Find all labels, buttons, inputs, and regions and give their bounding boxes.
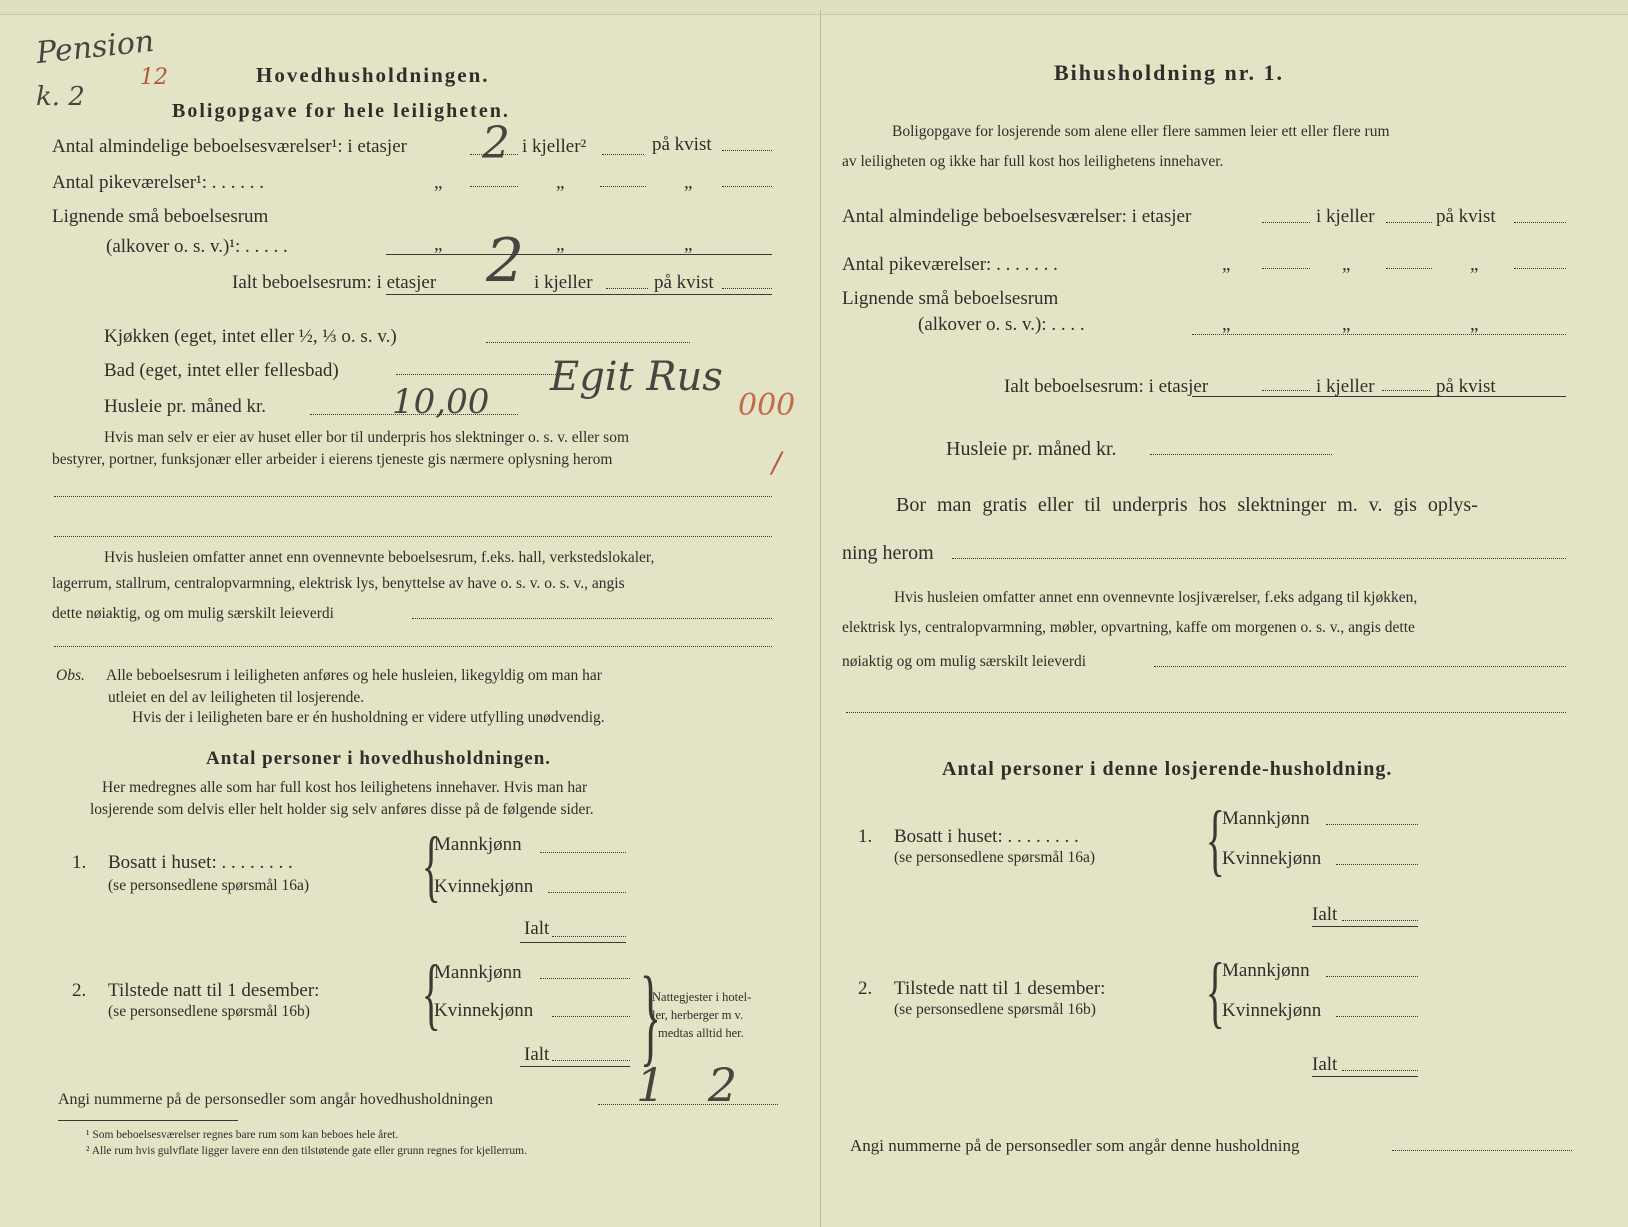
left-etasjer-line [470, 154, 518, 155]
left-obs-label: Obs. [56, 667, 85, 684]
left-total-rooms-label: Ialt beboelsesrum: i etasjer [232, 272, 437, 293]
right-maid-line-1 [1262, 268, 1310, 269]
left-owner-note-1: Hvis man selv er eier av huset eller bor til underpris hos slektninger o. s. v. eller som [104, 429, 630, 446]
handwritten-rent-extra: 000 [738, 388, 796, 423]
right-q2-brace: { [1205, 948, 1225, 1036]
right-q1-total-line [1342, 920, 1418, 921]
left-small-rooms-line [386, 254, 772, 255]
left-q1-male-label: Mannkjønn [434, 834, 522, 855]
left-q2-sub: (se personsedlene spørsmål 16b) [108, 1003, 310, 1020]
right-rooms-kjeller: i kjeller [1316, 206, 1375, 227]
left-footnote-2: ² Alle rum hvis gulvflate ligger lavere enn den tilstøtende gate eller grunn regnes for kjellerrum. [86, 1145, 527, 1157]
left-kvist-line [722, 150, 772, 151]
left-q2-female-label: Kvinnekjønn [434, 1000, 534, 1021]
right-q1-label: Bosatt i huset: . . . . . . . . [894, 826, 1079, 847]
right-intro-2: av leiligheten og ikke har full kost hos leilighetens innehaver. [842, 153, 1224, 170]
right-kvist-line [1514, 222, 1566, 223]
right-incl-note-2: elektrisk lys, centralopvarmning, møbler, opvartning, kaffe om morgenen o. s. v., angis dette [842, 619, 1415, 636]
left-bath-line [396, 374, 572, 375]
right-free-note-2: ning herom [842, 542, 934, 564]
left-owner-line-2 [54, 536, 772, 537]
right-total-kvist: på kvist [1436, 376, 1496, 397]
right-rent-label: Husleie pr. måned kr. [946, 438, 1117, 460]
right-small-rooms-label2: (alkover o. s. v.): . . . . [918, 314, 1085, 335]
left-incl-note-2: lagerrum, stallrum, centralopvarmning, elektrisk lys, benyttelse av have o. s. v. o. s. v., angis [52, 575, 625, 592]
left-rooms-label: Antal almindelige beboelsesværelser¹: i etasjer [52, 136, 407, 157]
left-kitchen-label: Kjøkken (eget, intet eller ½, ⅓ o. s. v.) [104, 326, 397, 347]
left-incl-note-3: dette nøiaktig, og om mulig særskilt leieverdi [52, 605, 334, 622]
left-subtitle: Boligopgave for hele leiligheten. [172, 100, 510, 122]
handwritten-person-numbers: 1 2 [636, 1058, 752, 1112]
right-rent-line [1150, 454, 1332, 455]
left-guests-brace: } [639, 954, 661, 1076]
left-small-rooms-label2: (alkover o. s. v.)¹: . . . . . [106, 236, 288, 257]
left-q2-total-underline [520, 1066, 630, 1067]
right-q2-total-label: Ialt [1312, 1054, 1338, 1075]
left-q1-female-line [548, 892, 626, 893]
right-ditto-1: „ [1222, 254, 1231, 275]
left-rooms-kjeller: i kjeller² [522, 136, 587, 157]
left-kjeller-line [602, 154, 644, 155]
left-persons-note-1: Her medregnes alle som har full kost hos leilighetens innehaver. Hvis man har [102, 779, 588, 796]
page-top-edge [0, 0, 1628, 15]
handwritten-rent-amount: 10,00 [392, 382, 490, 422]
right-rooms-kvist: på kvist [1436, 206, 1496, 227]
left-owner-line-1 [54, 496, 772, 497]
right-title: Bihusholdning nr. 1. [1054, 60, 1284, 85]
right-maid-line-2 [1386, 268, 1432, 269]
left-rooms-kvist: på kvist [652, 134, 712, 155]
right-q2-total-underline [1312, 1076, 1418, 1077]
right-incl-line-2 [846, 712, 1566, 713]
left-footnote-rule [58, 1120, 238, 1121]
left-total-kvist: på kvist [654, 272, 714, 293]
left-maid-line-2 [600, 186, 646, 187]
right-q1-sub: (se personsedlene spørsmål 16a) [894, 849, 1096, 866]
right-q2-label: Tilstede natt til 1 desember: [894, 978, 1106, 999]
right-free-line [952, 558, 1566, 559]
right-ditto-6: „ [1470, 314, 1479, 335]
left-q1-sub: (se personsedlene spørsmål 16a) [108, 877, 310, 894]
right-rooms-label: Antal almindelige beboelsesværelser: i etasjer [842, 206, 1192, 227]
left-q2-male-label: Mannkjønn [434, 962, 522, 983]
handwritten-ialt-etasjer: 2 [486, 226, 525, 296]
left-persons-title: Antal personer i hovedhusholdningen. [206, 748, 552, 769]
right-numbers-line [1392, 1150, 1572, 1151]
right-incl-note-3: nøiaktig og om mulig særskilt leieverdi [842, 653, 1087, 670]
left-q2-number: 2. [72, 980, 87, 1001]
left-numbers-label: Angi nummerne på de personsedler som angår hovedhusholdningen [58, 1091, 494, 1108]
right-ditto-4: „ [1222, 314, 1231, 335]
left-owner-note-2: bestyrer, portner, funksjonær eller arbeider i eierens tjeneste gis nærmere oplysning herom [52, 451, 613, 468]
right-q1-male-label: Mannkjønn [1222, 808, 1310, 829]
right-q2-total-line [1342, 1070, 1418, 1071]
left-q1-brace: { [421, 822, 441, 910]
right-incl-line-1 [1154, 666, 1566, 667]
handwritten-corner-code: k. 2 [36, 82, 85, 112]
right-small-rooms-label: Lignende små beboelsesrum [842, 288, 1059, 309]
right-numbers-label: Angi nummerne på de personsedler som angår denne husholdning [850, 1136, 1300, 1155]
right-q1-number: 1. [858, 826, 873, 847]
handwritten-etasjer-count: 2 [482, 118, 510, 169]
left-total-kjeller-line [606, 288, 648, 289]
left-q2-label: Tilstede natt til 1 desember: [108, 980, 320, 1001]
right-q1-male-line [1326, 824, 1418, 825]
right-total-kjeller-line [1382, 390, 1430, 391]
left-incl-line-2 [54, 646, 772, 647]
left-guests-note-3: medtas alltid her. [658, 1026, 744, 1040]
left-rent-line [310, 414, 518, 415]
right-intro-1: Boligopgave for losjerende som alene eller flere sammen leier ett eller flere rum [892, 123, 1390, 140]
right-q1-brace: { [1205, 796, 1225, 884]
left-ditto-4: „ [434, 234, 443, 255]
left-q2-female-line [552, 1016, 630, 1017]
left-q1-label: Bosatt i huset: . . . . . . . . [108, 852, 293, 873]
right-total-etasjer-line [1262, 390, 1310, 391]
left-q2-brace: { [421, 950, 441, 1038]
page-fold [820, 10, 821, 1227]
right-kjeller-line [1386, 222, 1432, 223]
left-rent-label: Husleie pr. måned kr. [104, 396, 266, 417]
left-numbers-line [598, 1104, 778, 1105]
left-incl-note-1: Hvis husleien omfatter annet enn ovennevnte beboelsesrum, f.eks. hall, verkstedslokaler, [104, 549, 655, 566]
left-kitchen-line [486, 342, 690, 343]
right-q2-female-line [1336, 1016, 1418, 1017]
left-q1-total-label: Ialt [524, 918, 550, 939]
left-maid-rooms-label: Antal pikeværelser¹: . . . . . . [52, 172, 265, 193]
right-maid-rooms-label: Antal pikeværelser: . . . . . . . [842, 254, 1058, 275]
left-total-underline [386, 294, 772, 295]
left-obs-3: Hvis der i leiligheten bare er én husholdning er videre utfylling unødvendig. [132, 709, 605, 726]
left-guests-note-1: Nattegjester i hotel- [652, 990, 752, 1004]
right-ditto-2: „ [1342, 254, 1351, 275]
left-small-rooms-label: Lignende små beboelsesrum [52, 206, 269, 227]
left-title: Hovedhusholdningen. [256, 63, 490, 87]
right-q2-male-label: Mannkjønn [1222, 960, 1310, 981]
left-maid-line-3 [722, 186, 772, 187]
left-total-kvist-line [722, 288, 772, 289]
right-q2-sub: (se personsedlene spørsmål 16b) [894, 1001, 1096, 1018]
left-q2-total-label: Ialt [524, 1044, 550, 1065]
handwritten-corner-note: Pension [34, 23, 156, 72]
right-q1-total-underline [1312, 926, 1418, 927]
left-ditto-3: „ [684, 172, 693, 193]
left-q1-female-label: Kvinnekjønn [434, 876, 534, 897]
left-ditto-6: „ [684, 234, 693, 255]
right-q1-female-label: Kvinnekjønn [1222, 848, 1322, 869]
right-free-note-1: Bor man gratis eller til underpris hos slektninger m. v. gis oplys- [896, 494, 1478, 516]
right-small-rooms-line [1192, 334, 1566, 335]
left-q1-total-underline [520, 942, 626, 943]
right-q1-total-label: Ialt [1312, 904, 1338, 925]
left-persons-note-2: losjerende som delvis eller helt holder sig selv anføres disse på de følgende sider. [90, 801, 594, 818]
right-ditto-3: „ [1470, 254, 1479, 275]
left-bath-label: Bad (eget, intet eller fellesbad) [104, 360, 339, 381]
right-persons-title: Antal personer i denne losjerende-husholdning. [942, 758, 1393, 780]
left-q1-male-line [540, 852, 626, 853]
left-obs-1: Alle beboelsesrum i leiligheten anføres og hele husleien, likegyldig om man har [106, 667, 602, 684]
handwritten-corner-number: 12 [140, 65, 168, 90]
right-q2-female-label: Kvinnekjønn [1222, 1000, 1322, 1021]
right-total-underline [1192, 396, 1566, 397]
left-ditto-5: „ [556, 234, 565, 255]
right-total-kjeller: i kjeller [1316, 376, 1375, 397]
right-total-rooms-label: Ialt beboelsesrum: i etasjer [1004, 376, 1209, 397]
right-q2-male-line [1326, 976, 1418, 977]
left-ditto-1: „ [434, 172, 443, 193]
left-q2-male-line [540, 978, 630, 979]
left-q1-number: 1. [72, 852, 87, 873]
left-footnote-1: ¹ Som beboelsesværelser regnes bare rum som kan beboes hele året. [86, 1129, 399, 1141]
right-ditto-5: „ [1342, 314, 1351, 335]
left-ditto-2: „ [556, 172, 565, 193]
left-q1-total-line [552, 936, 626, 937]
right-incl-note-1: Hvis husleien omfatter annet enn ovennevnte losjiværelser, f.eks adgang til kjøkken, [894, 589, 1418, 606]
right-q2-number: 2. [858, 978, 873, 999]
right-etasjer-line [1262, 222, 1310, 223]
left-guests-note-2: ler, herberger m v. [652, 1008, 744, 1022]
handwritten-bath-note: Egit Rus [550, 354, 723, 400]
right-q1-female-line [1336, 864, 1418, 865]
left-maid-line-1 [470, 186, 518, 187]
left-q2-total-line [552, 1060, 630, 1061]
left-obs-2: utleiet en del av leiligheten til losjerende. [108, 689, 365, 706]
left-incl-line-1 [412, 618, 772, 619]
right-maid-line-3 [1514, 268, 1566, 269]
left-total-kjeller: i kjeller [534, 272, 593, 293]
handwritten-remark-mark: / [772, 446, 782, 479]
